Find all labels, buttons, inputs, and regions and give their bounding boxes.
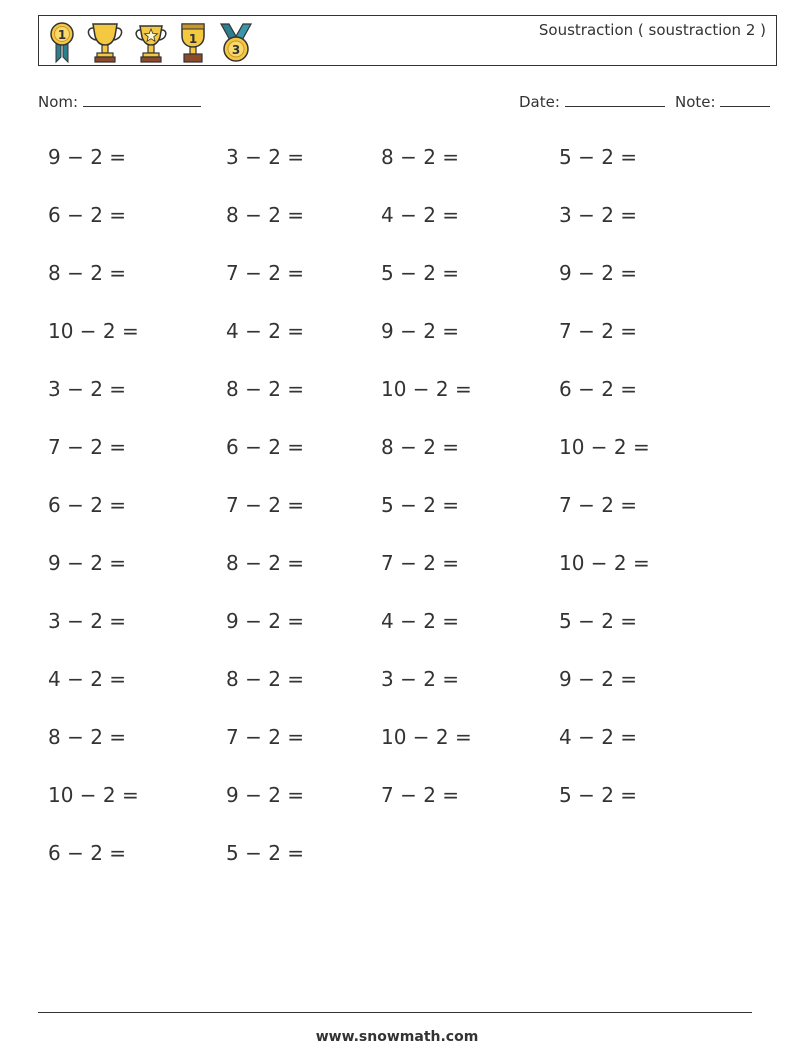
problem-item: 8 − 2 = xyxy=(381,435,460,459)
date-label: Date: xyxy=(519,93,560,111)
problem-row xyxy=(48,551,748,609)
problem-item: 4 − 2 = xyxy=(381,609,460,633)
problem-row xyxy=(48,435,748,493)
problem-item: 7 − 2 = xyxy=(381,551,460,575)
problem-item: 7 − 2 = xyxy=(226,493,305,517)
problem-item: 3 − 2 = xyxy=(559,203,638,227)
trophy-icon xyxy=(85,20,125,64)
problem-item: 9 − 2 = xyxy=(381,319,460,343)
name-label: Nom: xyxy=(38,93,79,111)
name-line[interactable] xyxy=(83,94,201,107)
problem-item: 10 − 2 = xyxy=(559,551,650,575)
medal-3-icon xyxy=(217,20,255,64)
score-field[interactable] xyxy=(675,93,770,111)
score-label: Note: xyxy=(675,93,716,111)
problem-item: 6 − 2 = xyxy=(48,203,127,227)
problem-item: 10 − 2 = xyxy=(559,435,650,459)
problem-item: 9 − 2 = xyxy=(48,551,127,575)
award-icons xyxy=(47,19,263,65)
problem-item: 6 − 2 = xyxy=(559,377,638,401)
problem-item: 10 − 2 = xyxy=(48,319,139,343)
problem-item: 5 − 2 = xyxy=(381,493,460,517)
svg-text:3: 3 xyxy=(231,43,241,57)
problem-item: 4 − 2 = xyxy=(381,203,460,227)
problem-row xyxy=(48,783,748,841)
problem-item: 10 − 2 = xyxy=(381,725,472,749)
problem-item: 8 − 2 = xyxy=(226,551,305,575)
problem-row xyxy=(48,725,748,783)
problem-item: 3 − 2 = xyxy=(48,377,127,401)
problem-item: 7 − 2 = xyxy=(48,435,127,459)
problem-row xyxy=(48,145,748,203)
problem-item: 10 − 2 = xyxy=(48,783,139,807)
problem-item: 3 − 2 = xyxy=(381,667,460,691)
header-box xyxy=(38,15,777,66)
problem-item: 9 − 2 = xyxy=(48,145,127,169)
problem-item: 8 − 2 = xyxy=(381,145,460,169)
problem-item: 8 − 2 = xyxy=(226,203,305,227)
problem-item: 9 − 2 = xyxy=(559,261,638,285)
problem-item: 6 − 2 = xyxy=(226,435,305,459)
problem-grid xyxy=(48,145,748,899)
worksheet-title: Soustraction ( soustraction 2 ) xyxy=(538,21,766,39)
problem-item: 7 − 2 = xyxy=(559,319,638,343)
svg-text:1: 1 xyxy=(57,28,67,42)
problem-item: 5 − 2 = xyxy=(559,609,638,633)
problem-row xyxy=(48,261,748,319)
problem-item: 5 − 2 = xyxy=(381,261,460,285)
footer-url: www.snowmath.com xyxy=(315,1029,479,1045)
problem-item: 9 − 2 = xyxy=(559,667,638,691)
problem-item: 5 − 2 = xyxy=(559,783,638,807)
date-field[interactable] xyxy=(519,93,665,111)
problem-item: 10 − 2 = xyxy=(381,377,472,401)
problem-item: 7 − 2 = xyxy=(381,783,460,807)
medal-1-icon xyxy=(47,20,77,64)
problem-item: 6 − 2 = xyxy=(48,493,127,517)
problem-item: 9 − 2 = xyxy=(226,783,305,807)
problem-item: 8 − 2 = xyxy=(48,261,127,285)
problem-item: 8 − 2 = xyxy=(226,667,305,691)
problem-row xyxy=(48,319,748,377)
problem-row xyxy=(48,667,748,725)
trophy-1-icon xyxy=(177,20,209,64)
problem-item: 8 − 2 = xyxy=(226,377,305,401)
problem-item: 4 − 2 = xyxy=(559,725,638,749)
problem-item: 9 − 2 = xyxy=(226,609,305,633)
problem-item: 7 − 2 = xyxy=(559,493,638,517)
problem-item: 3 − 2 = xyxy=(226,145,305,169)
problem-item: 7 − 2 = xyxy=(226,261,305,285)
problem-item: 7 − 2 = xyxy=(226,725,305,749)
problem-item: 4 − 2 = xyxy=(226,319,305,343)
date-line[interactable] xyxy=(565,94,665,107)
problem-item: 8 − 2 = xyxy=(48,725,127,749)
problem-item: 4 − 2 = xyxy=(48,667,127,691)
footer-divider xyxy=(38,1012,752,1013)
problem-row xyxy=(48,841,748,899)
star-trophy-icon xyxy=(133,20,169,64)
svg-text:1: 1 xyxy=(188,32,198,46)
problem-item: 3 − 2 = xyxy=(48,609,127,633)
problem-row xyxy=(48,203,748,261)
name-field[interactable] xyxy=(38,93,201,111)
problem-row xyxy=(48,377,748,435)
score-line[interactable] xyxy=(720,94,770,107)
problem-item: 6 − 2 = xyxy=(48,841,127,865)
problem-row xyxy=(48,493,748,551)
problem-item: 5 − 2 = xyxy=(226,841,305,865)
problem-item: 5 − 2 = xyxy=(559,145,638,169)
problem-row xyxy=(48,609,748,667)
